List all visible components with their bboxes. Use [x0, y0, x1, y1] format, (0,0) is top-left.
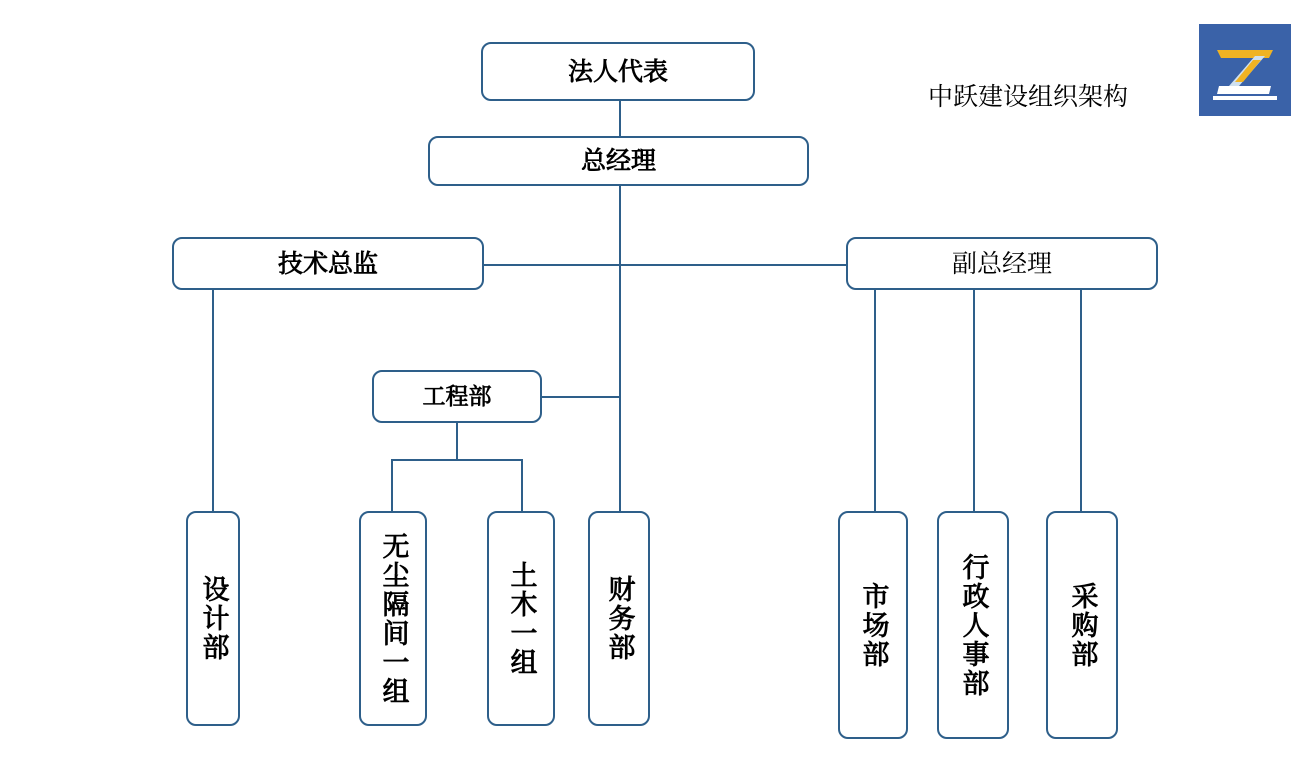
node-general-manager[interactable] — [428, 136, 809, 186]
node-label: 行政人事部 — [958, 552, 989, 698]
node-technical-director[interactable] — [172, 237, 484, 290]
connector-tech-to-gm — [484, 264, 621, 266]
node-label: 无尘隔间一组 — [378, 531, 409, 706]
node-label: 市场部 — [858, 581, 889, 669]
node-legal-representative[interactable] — [481, 42, 755, 101]
node-finance-department[interactable] — [588, 511, 650, 726]
connector-gm-to-deputy — [619, 264, 847, 266]
z-logo-icon — [1199, 24, 1291, 116]
connector-to-cleanroom — [391, 459, 393, 513]
company-logo — [1199, 24, 1291, 116]
connector-deputy-to-admin — [973, 289, 975, 513]
connector-engineering-down — [456, 423, 458, 459]
diagram-title: 中跃建设组织架构 — [928, 83, 1129, 111]
connector-to-civil — [521, 459, 523, 513]
node-civil-team-one[interactable] — [487, 511, 555, 726]
node-label: 副总经理 — [951, 249, 1052, 278]
connector-deputy-to-purchasing — [1080, 289, 1082, 513]
node-admin-hr-department[interactable] — [937, 511, 1009, 739]
node-label: 采购部 — [1067, 581, 1098, 669]
node-engineering-department[interactable] — [372, 370, 542, 423]
connector-engineering-to-trunk — [541, 396, 621, 398]
node-label: 设计部 — [198, 575, 229, 662]
node-deputy-general-manager[interactable] — [846, 237, 1158, 290]
connector-deputy-to-marketing — [874, 289, 876, 513]
node-marketing-department[interactable] — [838, 511, 908, 739]
node-label: 工程部 — [422, 382, 492, 409]
node-purchasing-department[interactable] — [1046, 511, 1118, 739]
node-cleanroom-team-one[interactable] — [359, 511, 427, 726]
node-label: 土木一组 — [506, 560, 537, 677]
node-label: 技术总监 — [277, 249, 378, 278]
connector-gm-down — [619, 185, 621, 515]
connector-tech-to-design — [212, 289, 214, 513]
node-design-department[interactable] — [186, 511, 240, 726]
connector-legal-to-gm — [619, 101, 621, 137]
node-label: 财务部 — [604, 575, 635, 662]
connector-engineering-bus — [391, 459, 522, 461]
node-label: 法人代表 — [567, 57, 668, 86]
node-label: 总经理 — [580, 147, 656, 175]
